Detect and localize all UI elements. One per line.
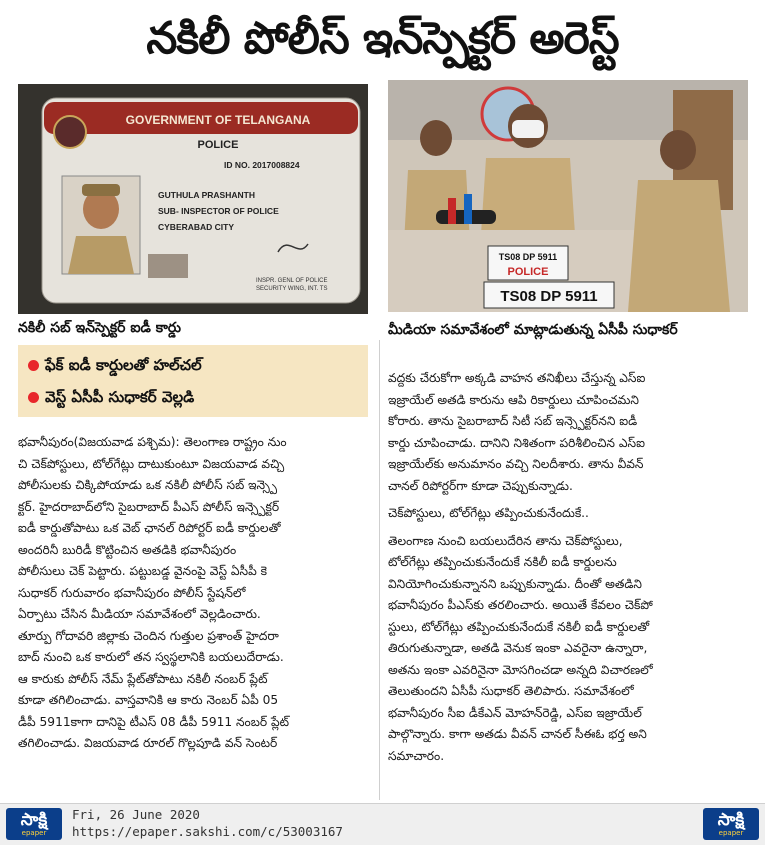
article-line: వద్దకు చేరుకోగా అక్కడి వాహన తనిఖీలు చేస్తున్న ఎస్ఐ	[388, 371, 646, 385]
card-id-text: ID NO. 2017008824	[224, 160, 300, 170]
article-line: చానల్ రిపోర్టర్‌గా కూడా చెప్పుకున్నాడు.	[388, 478, 573, 493]
plate-large-text: TS08 DP 5911	[500, 288, 598, 305]
article-line: భవానీపురం సీఐ డీకేఎన్ మోహన్‌రెడ్డి, ఎస్ఐ ఇజ్రాయేల్	[388, 705, 642, 720]
article-column-left	[18, 432, 373, 755]
subheads-box	[18, 345, 368, 417]
right-photo-caption: మీడియా సమావేశంలో మాట్లాడుతున్న ఏసీపీ సుధాకర్	[388, 322, 678, 338]
subhead-2	[28, 383, 363, 411]
article-column-right	[388, 368, 750, 767]
article-line: కూడా తగిలించాడు. వాస్తవానికి ఆ కారు నెంబర్ ఏపీ 05	[18, 693, 279, 707]
subhead-1	[28, 351, 363, 379]
footer-date: Fri, 26 June 2020	[72, 807, 200, 822]
card-header-text: GOVERNMENT OF TELANGANA	[125, 113, 311, 127]
id-card-photo	[18, 84, 368, 314]
article-line: తిరుగుతున్నాడా, అతడి వెనుక ఇంకా ఎవరైనా ఉన్నారా,	[388, 641, 648, 655]
article-line: కార్డు చూపించాడు. దానిని నిశితంగా పరిశీలించిన ఎస్ఐ	[388, 435, 645, 450]
column-divider	[379, 340, 380, 800]
bullet-dot-icon	[28, 360, 39, 371]
article-line: అతను ఇంకా ఎవరినైనా మోసగించడా అన్నది విచారణలో	[388, 662, 653, 677]
footer-bar	[0, 803, 765, 845]
article-line: ఆ కారుకు పోలీస్ నేమ్ ప్లేట్‌తోపాటు నకిలీ నంబర్ ప్లేట్	[18, 671, 268, 686]
logo-text: సాక్షి	[20, 810, 48, 830]
article-line: ఐడీ కార్డుతోపాటు ఒక వెబ్ ఛానల్ రిపోర్టర్ ఐడీ కార్డులతో	[18, 521, 281, 535]
plate-small-label: POLICE	[507, 266, 549, 278]
article-line: డీపీ 5911కాగా దానిపై టీఎస్ 08 డీపీ 5911 నంబర్ ప్లేట్	[18, 714, 290, 729]
article-line	[18, 432, 373, 454]
article-line: చి చెక్‌పోస్టులు, టోల్‌గేట్లు దాటుకుంటూ విజయవాడ వచ్చి	[18, 456, 285, 471]
headline: నకిలీ పోలీస్ ఇన్‌స్పెక్టర్ అరెస్ట్	[146, 13, 619, 64]
article-line: పోలీసులకు చిక్కిపోయాడు ఒక నకిలీ పోలీస్ సబ్ ఇన్స్పె	[18, 478, 278, 492]
press-meet-photo	[388, 80, 748, 312]
article-line: ఏర్పాటు చేసిన మీడియా సమావేశంలో వెల్లడించారు.	[18, 607, 261, 621]
article-line: బాద్ నుంచి ఒక కారులో తన స్వస్థలానికి బయలుదేరాడు.	[18, 650, 284, 664]
article-line: క్టర్. హైదరాబాద్‌లోని సైబరాబాద్ పీఎస్ పోలీస్ ఇన్స్పెక్టర్	[18, 499, 280, 514]
card-footer-1: INSPR. GENL OF POLICE	[256, 278, 328, 284]
article-line: పాల్గొన్నారు. కాగా అతడు వీవన్ చానల్ సీఈఓ భర్త అని	[388, 727, 647, 741]
card-rank-text: SUB- INSPECTOR OF POLICE	[158, 206, 279, 216]
bullet-dot-icon	[28, 392, 39, 403]
article-line: భవానీపురం పీఎస్‌కు తరలించారు. అయితే కేవలం చెక్‌పో	[388, 598, 653, 612]
article-line: సుధాకర్ గురువారం భవానీపురం పోలీస్ స్టేషన్‌లో	[18, 585, 246, 600]
plate-small-text: TS08 DP 5911	[498, 252, 558, 262]
dateline: భవానీపురం(విజయవాడ పశ్చిమ):	[18, 435, 180, 449]
card-dept-text: POLICE	[197, 139, 239, 151]
article-line: అందరినీ బురిడీ కొట్టించిన అతడికి భవానీపురం	[18, 542, 237, 557]
article-line: కోరారు. తాను సైబరాబాద్ సిటీ సబ్ ఇన్స్పెక్టర్‌నని ఐడీ	[388, 414, 638, 428]
card-name-text: GUTHULA PRASHANTH	[158, 190, 255, 200]
card-footer-2: SECURITY WING, INT. TS	[256, 286, 328, 292]
article-line: ఇజ్రాయేల్‌కు అనుమానం వచ్చి నిలదీశారు. తాను వీవన్	[388, 457, 644, 471]
first-line-rest: తెలంగాణ రాష్ట్రం నుం	[179, 435, 287, 449]
article-line: ఇజ్రాయేల్ అతడి కారును ఆపి రికార్డులు చూపించమని	[388, 392, 639, 407]
logo-text: సాక్షి	[717, 810, 745, 830]
article-line: తెలంగాణ నుంచి బయలుదేరిన తాను చెక్‌పోస్టులు,	[388, 533, 623, 548]
left-photo-caption: నకిలీ సబ్ ఇన్‌స్పెక్టర్ ఐడీ కార్డు	[18, 320, 182, 336]
article-line: స్టులు, టోల్‌గేట్లు తప్పించుకునేందుకే నకిలీ ఐడీ కార్డులతో	[388, 619, 650, 634]
card-city-text: CYBERABAD CITY	[158, 222, 235, 232]
article-line: సమాచారం.	[388, 748, 445, 763]
article-line: పోలీసులు చెక్ పెట్టారు. పట్టుబడ్డ వైనంపై వెస్ట్ ఏసీపీ కె	[18, 564, 268, 578]
article-line: తూర్పు గోదావరి జిల్లాకు చెందిన గుత్తుల ప్రశాంత్ హైదరా	[18, 628, 279, 643]
article-line: తెలుతుందని ఏసీపీ సుధాకర్ తెలిపారు. సమావేశంలో	[388, 684, 634, 698]
article-line: వినియోగించుకున్నానని ఒప్పుకున్నాడు. దీంతో అతడిని	[388, 576, 642, 591]
article-line: తగిలించాడు. విజయవాడ రూరల్ గొల్లపూడి వన్ సెంటర్	[18, 736, 278, 750]
logo-subtext: epaper	[21, 829, 47, 837]
footer-url-link[interactable]: https://epaper.sakshi.com/c/53003167	[72, 824, 343, 839]
subhead-1-text: ఫేక్ ఐడీ కార్డులతో హల్‌చల్	[45, 356, 202, 374]
logo-subtext: epaper	[718, 829, 744, 837]
sakshi-logo[interactable]	[6, 808, 62, 840]
subhead-2-text: వెస్ట్ ఏసీపీ సుధాకర్ వెల్లడి	[45, 388, 195, 406]
article-subheading: చెక్‌పోస్టులు, టోల్‌గేట్లు తప్పించుకునేందుకే..	[388, 506, 589, 520]
article-line: టోల్‌గేట్లు తప్పించుకునేందుకే నకిలీ ఐడీ కార్డులను	[388, 555, 617, 569]
sakshi-logo-right[interactable]	[703, 808, 759, 840]
